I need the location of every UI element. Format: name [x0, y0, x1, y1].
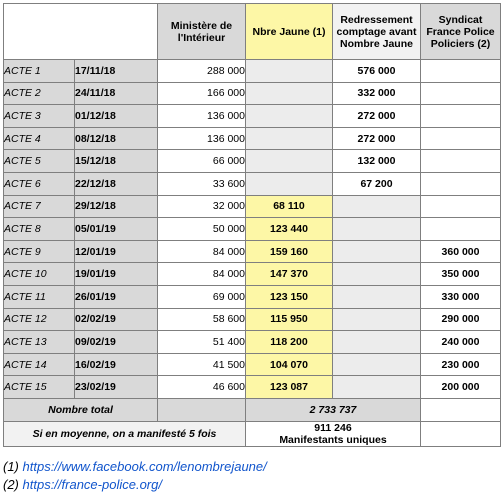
acte-date: 09/02/19 [75, 331, 158, 354]
acte-label: ACTE 5 [4, 150, 75, 173]
table-row [4, 127, 501, 150]
redressement-value: 67 200 [333, 172, 421, 195]
syndicat-value: 240 000 [421, 331, 501, 354]
footnote-link-france-police[interactable]: https://france-police.org/ [22, 477, 162, 492]
ministere-value: 32 000 [158, 195, 246, 218]
syndicat-value [421, 172, 501, 195]
redressement-value [333, 195, 421, 218]
redressement-value [333, 263, 421, 286]
header-row [4, 4, 501, 60]
header-redressement: Redressement comptage avant Nombre Jaune [333, 4, 421, 60]
syndicat-value [421, 60, 501, 83]
total-label: Nombre total [4, 398, 158, 421]
acte-date: 17/11/18 [75, 60, 158, 83]
acte-date: 26/01/19 [75, 285, 158, 308]
header-nombre-jaune: Nbre Jaune (1) [246, 4, 333, 60]
total-row [4, 398, 501, 421]
syndicat-value [421, 218, 501, 241]
acte-label: ACTE 6 [4, 172, 75, 195]
syndicat-value: 330 000 [421, 285, 501, 308]
nombre-jaune-value [246, 150, 333, 173]
nombre-jaune-value: 104 070 [246, 353, 333, 376]
average-empty [421, 421, 501, 446]
nombre-jaune-value: 159 160 [246, 240, 333, 263]
total-empty [421, 398, 501, 421]
table-row [4, 331, 501, 354]
nombre-jaune-value: 123 440 [246, 218, 333, 241]
nombre-jaune-value: 68 110 [246, 195, 333, 218]
redressement-value [333, 218, 421, 241]
nombre-jaune-value [246, 60, 333, 83]
table-row [4, 376, 501, 399]
table-row [4, 105, 501, 128]
redressement-value [333, 353, 421, 376]
acte-label: ACTE 14 [4, 353, 75, 376]
ministere-value: 41 500 [158, 353, 246, 376]
average-value: 911 246 [314, 421, 352, 434]
total-spacer [158, 398, 246, 421]
table-row [4, 353, 501, 376]
average-row [4, 421, 501, 446]
footnote-link-facebook[interactable]: https://www.facebook.com/lenombrejaune/ [22, 459, 267, 474]
acte-label: ACTE 15 [4, 376, 75, 399]
acte-date: 12/01/19 [75, 240, 158, 263]
acte-label: ACTE 7 [4, 195, 75, 218]
table-row [4, 60, 501, 83]
acte-label: ACTE 2 [4, 82, 75, 105]
ministere-value: 46 600 [158, 376, 246, 399]
acte-label: ACTE 13 [4, 331, 75, 354]
table-row [4, 195, 501, 218]
table-row [4, 285, 501, 308]
acte-date: 16/02/19 [75, 353, 158, 376]
nombre-jaune-value: 115 950 [246, 308, 333, 331]
acte-date: 19/01/19 [75, 263, 158, 286]
nombre-jaune-value: 147 370 [246, 263, 333, 286]
nombre-jaune-value [246, 127, 333, 150]
table-row [4, 150, 501, 173]
redressement-value [333, 308, 421, 331]
table-row [4, 308, 501, 331]
ministere-value: 84 000 [158, 240, 246, 263]
redressement-value [333, 331, 421, 354]
acte-label: ACTE 3 [4, 105, 75, 128]
footnotes [3, 458, 267, 494]
total-value: 2 733 737 [246, 398, 421, 421]
ministere-value: 50 000 [158, 218, 246, 241]
ministere-value: 69 000 [158, 285, 246, 308]
footnote-2 [3, 476, 267, 494]
syndicat-value: 230 000 [421, 353, 501, 376]
table-row [4, 172, 501, 195]
syndicat-value [421, 82, 501, 105]
syndicat-value [421, 150, 501, 173]
ministere-value: 288 000 [158, 60, 246, 83]
redressement-value [333, 376, 421, 399]
nombre-jaune-value [246, 105, 333, 128]
footnote-1 [3, 458, 267, 476]
redressement-value: 272 000 [333, 127, 421, 150]
ministere-value: 66 000 [158, 150, 246, 173]
redressement-value: 132 000 [333, 150, 421, 173]
nombre-jaune-value: 123 150 [246, 285, 333, 308]
syndicat-value [421, 127, 501, 150]
acte-date: 01/12/18 [75, 105, 158, 128]
nombre-jaune-value: 118 200 [246, 331, 333, 354]
ministere-value: 33 600 [158, 172, 246, 195]
table-row [4, 240, 501, 263]
redressement-value [333, 285, 421, 308]
acte-date: 02/02/19 [75, 308, 158, 331]
nombre-jaune-value [246, 172, 333, 195]
ministere-value: 84 000 [158, 263, 246, 286]
ministere-value: 51 400 [158, 331, 246, 354]
average-label: Si en moyenne, on a manifesté 5 fois [4, 421, 246, 446]
table-row [4, 263, 501, 286]
acte-date: 08/12/18 [75, 127, 158, 150]
ministere-value: 136 000 [158, 127, 246, 150]
acte-date: 29/12/18 [75, 195, 158, 218]
acte-label: ACTE 4 [4, 127, 75, 150]
protest-count-table [3, 3, 501, 447]
redressement-value: 576 000 [333, 60, 421, 83]
acte-date: 22/12/18 [75, 172, 158, 195]
average-value-cell [246, 421, 421, 446]
acte-date: 15/12/18 [75, 150, 158, 173]
nombre-jaune-value [246, 82, 333, 105]
redressement-value: 272 000 [333, 105, 421, 128]
footnote-number: (1) [3, 459, 19, 474]
table-row [4, 82, 501, 105]
acte-label: ACTE 8 [4, 218, 75, 241]
redressement-value [333, 240, 421, 263]
ministere-value: 136 000 [158, 105, 246, 128]
syndicat-value [421, 105, 501, 128]
acte-label: ACTE 9 [4, 240, 75, 263]
ministere-value: 58 600 [158, 308, 246, 331]
nombre-jaune-value: 123 087 [246, 376, 333, 399]
header-blank-cell [4, 4, 158, 60]
acte-date: 23/02/19 [75, 376, 158, 399]
acte-label: ACTE 11 [4, 285, 75, 308]
syndicat-value: 200 000 [421, 376, 501, 399]
footnote-number: (2) [3, 477, 19, 492]
acte-date: 24/11/18 [75, 82, 158, 105]
header-ministere: Ministère de l'Intérieur [158, 4, 246, 60]
average-subtext: Manifestants uniques [279, 433, 387, 446]
acte-date: 05/01/19 [75, 218, 158, 241]
syndicat-value: 360 000 [421, 240, 501, 263]
acte-label: ACTE 12 [4, 308, 75, 331]
syndicat-value: 350 000 [421, 263, 501, 286]
header-syndicat: Syndicat France Police Policiers (2) [421, 4, 501, 60]
redressement-value: 332 000 [333, 82, 421, 105]
acte-label: ACTE 1 [4, 60, 75, 83]
table-row [4, 218, 501, 241]
ministere-value: 166 000 [158, 82, 246, 105]
syndicat-value [421, 195, 501, 218]
acte-label: ACTE 10 [4, 263, 75, 286]
syndicat-value: 290 000 [421, 308, 501, 331]
